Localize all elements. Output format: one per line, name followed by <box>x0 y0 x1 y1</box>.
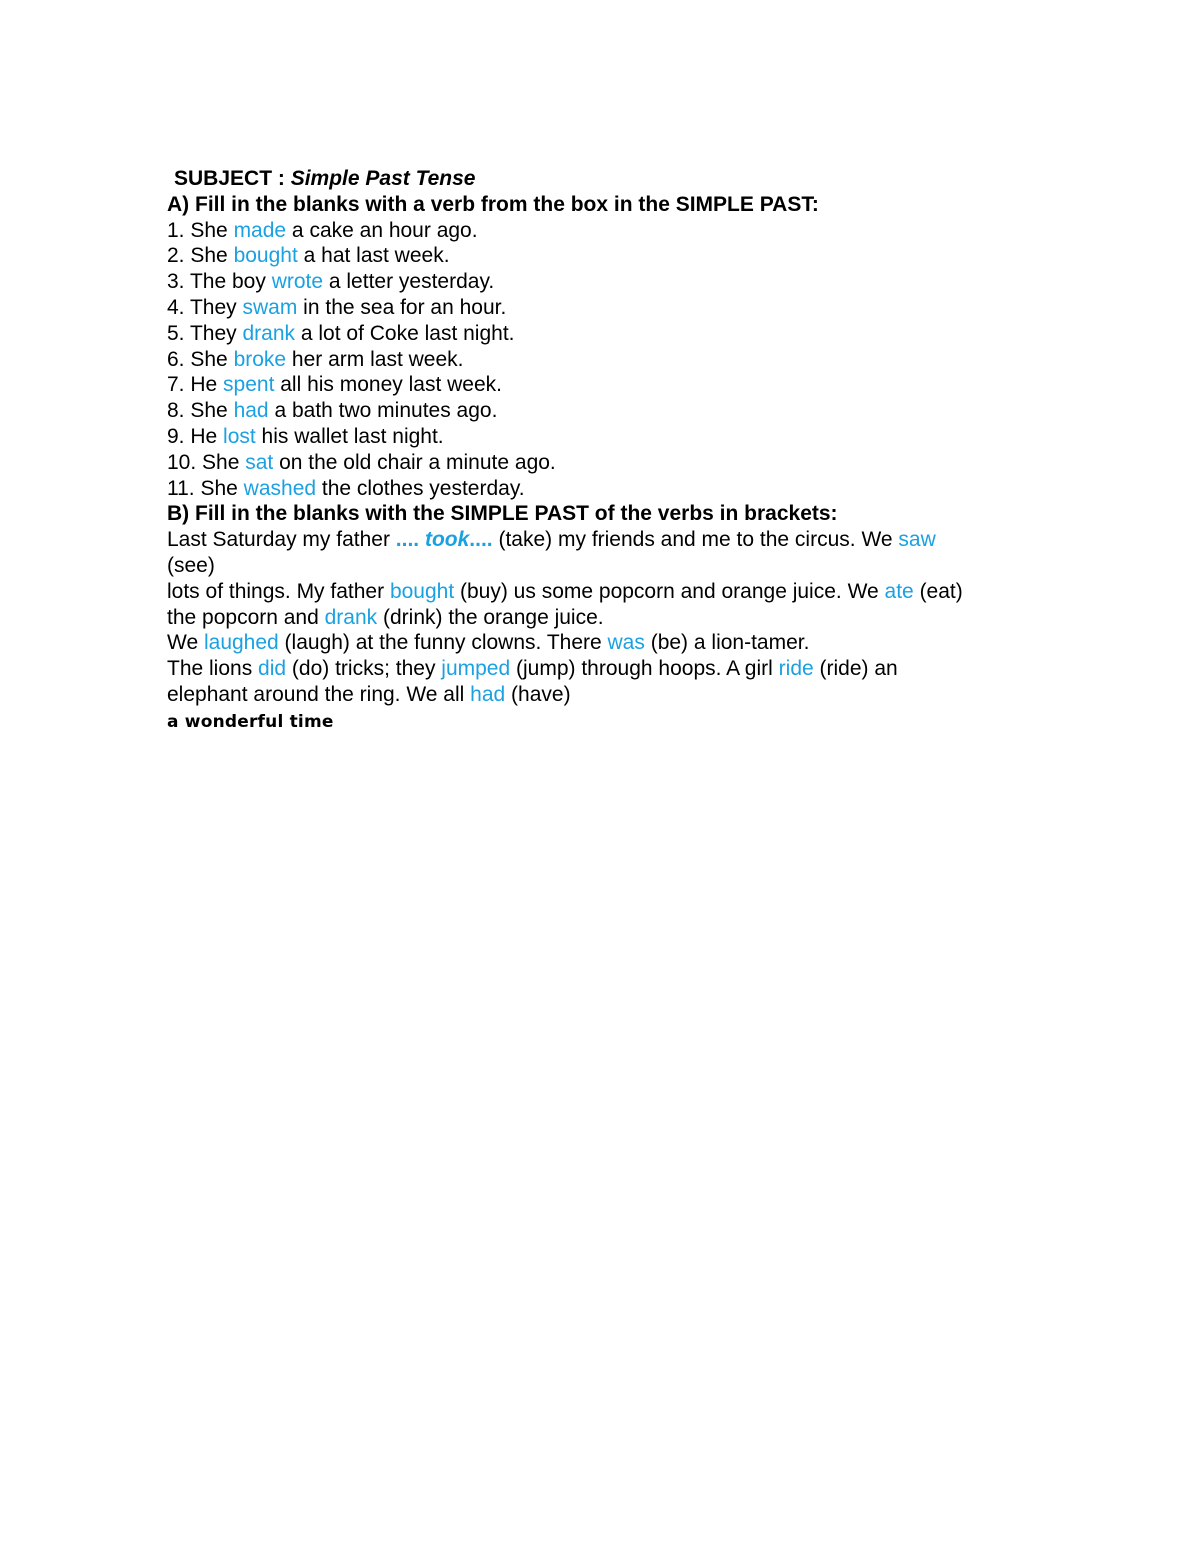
section-b-paragraph <box>167 527 1047 708</box>
exercise-item <box>167 372 1047 398</box>
answer-word: had <box>470 682 506 706</box>
paragraph-text: (ride) an <box>813 657 898 681</box>
item-text: 10. She <box>167 450 246 474</box>
exercise-item <box>167 424 1047 450</box>
paragraph-line <box>167 527 1047 553</box>
answer-word: laughed <box>203 631 279 655</box>
item-text: his wallet last night. <box>255 424 444 448</box>
paragraph-text: (do) tricks; they <box>286 657 442 681</box>
paragraph-line <box>167 682 1047 708</box>
item-text: 1. She <box>167 218 234 242</box>
item-text: 9. He <box>167 424 224 448</box>
item-text: 6. She <box>167 347 234 371</box>
item-text: on the old chair a minute ago. <box>273 450 556 474</box>
paragraph-text: the popcorn and <box>167 605 325 629</box>
paragraph-text: Last Saturday my father <box>167 528 396 552</box>
paragraph-text: (eat) <box>913 579 963 603</box>
item-text: a cake an hour ago. <box>286 218 478 242</box>
paragraph-line <box>167 605 1047 631</box>
item-text: all his money last week. <box>274 373 503 397</box>
paragraph-text: (buy) us some popcorn and orange juice. We <box>454 579 885 603</box>
paragraph-text: (laugh) at the funny clowns. There <box>278 631 608 655</box>
exercise-item <box>167 347 1047 373</box>
closing-line: a wonderful time <box>167 711 334 732</box>
paragraph-text: (take) my friends and me to the circus. We <box>492 528 899 552</box>
exercise-item <box>167 269 1047 295</box>
answer-word: drank <box>324 605 378 629</box>
answer-word: was <box>607 631 645 655</box>
exercise-item <box>167 218 1047 244</box>
paragraph-line <box>167 656 1047 682</box>
paragraph-text: The lions <box>167 657 259 681</box>
section-a-list <box>167 218 1047 502</box>
exercise-item <box>167 476 1047 502</box>
paragraph-text: elephant around the ring. We all <box>167 682 471 706</box>
paragraph-text: We <box>167 631 204 655</box>
paragraph-line <box>167 630 1047 656</box>
exercise-item <box>167 243 1047 269</box>
item-text: a lot of Coke last night. <box>295 321 515 345</box>
item-text: 11. She <box>167 476 244 500</box>
item-text: 5. They <box>167 321 243 345</box>
answer-word: bought <box>233 244 298 268</box>
answer-word: ride <box>778 657 814 681</box>
item-text: 2. She <box>167 244 234 268</box>
item-text: a hat last week. <box>297 244 450 268</box>
answer-word: washed <box>243 476 317 500</box>
answer-word: bought <box>389 579 455 603</box>
subject-line <box>167 166 1047 192</box>
item-text: in the sea for an hour. <box>297 295 507 319</box>
exercise-item <box>167 321 1047 347</box>
blank-dots: .... <box>395 528 425 552</box>
subject-label: SUBJECT : <box>174 167 291 190</box>
answer-word: ate <box>884 579 914 603</box>
answer-word: sat <box>245 450 274 474</box>
item-text: the clothes yesterday. <box>316 476 525 500</box>
worksheet <box>167 166 1047 736</box>
paragraph-text: lots of things. My father <box>167 579 390 603</box>
item-text: 7. He <box>167 373 224 397</box>
answer-word: wrote <box>271 270 324 294</box>
answer-word: drank <box>242 321 296 345</box>
answer-word: broke <box>233 347 287 371</box>
answer-word: took <box>424 528 470 552</box>
item-text: 8. She <box>167 399 234 423</box>
paragraph-text: (jump) through hoops. A girl <box>510 657 779 681</box>
paragraph-text: (drink) the orange juice. <box>377 605 604 629</box>
answer-word: made <box>233 218 287 242</box>
item-text: 4. They <box>167 295 243 319</box>
exercise-item <box>167 295 1047 321</box>
item-text: a letter yesterday. <box>323 270 495 294</box>
paragraph-text: (have) <box>505 682 571 706</box>
item-text: her arm last week. <box>286 347 464 371</box>
answer-word: jumped <box>441 657 511 681</box>
paragraph-text: (be) a lion-tamer. <box>644 631 810 655</box>
answer-word: did <box>258 657 287 681</box>
section-b-heading: B) Fill in the blanks with the SIMPLE PAST of the verbs in brackets: <box>167 502 838 526</box>
paragraph-line <box>167 579 1047 605</box>
item-text: a bath two minutes ago. <box>268 399 498 423</box>
answer-word: had <box>233 399 269 423</box>
exercise-item <box>167 398 1047 424</box>
paragraph-line <box>167 553 1047 579</box>
section-a-heading: A) Fill in the blanks with a verb from the box in the SIMPLE PAST: <box>167 192 819 216</box>
paragraph-text: (see) <box>167 553 215 577</box>
item-text: 3. The boy <box>167 270 272 294</box>
answer-word: lost <box>223 424 256 448</box>
blank-dots: .... <box>469 528 493 552</box>
subject-value: Simple Past Tense <box>290 167 476 190</box>
answer-word: swam <box>242 295 298 319</box>
answer-word: saw <box>898 528 936 552</box>
answer-word: spent <box>223 373 275 397</box>
exercise-item <box>167 450 1047 476</box>
